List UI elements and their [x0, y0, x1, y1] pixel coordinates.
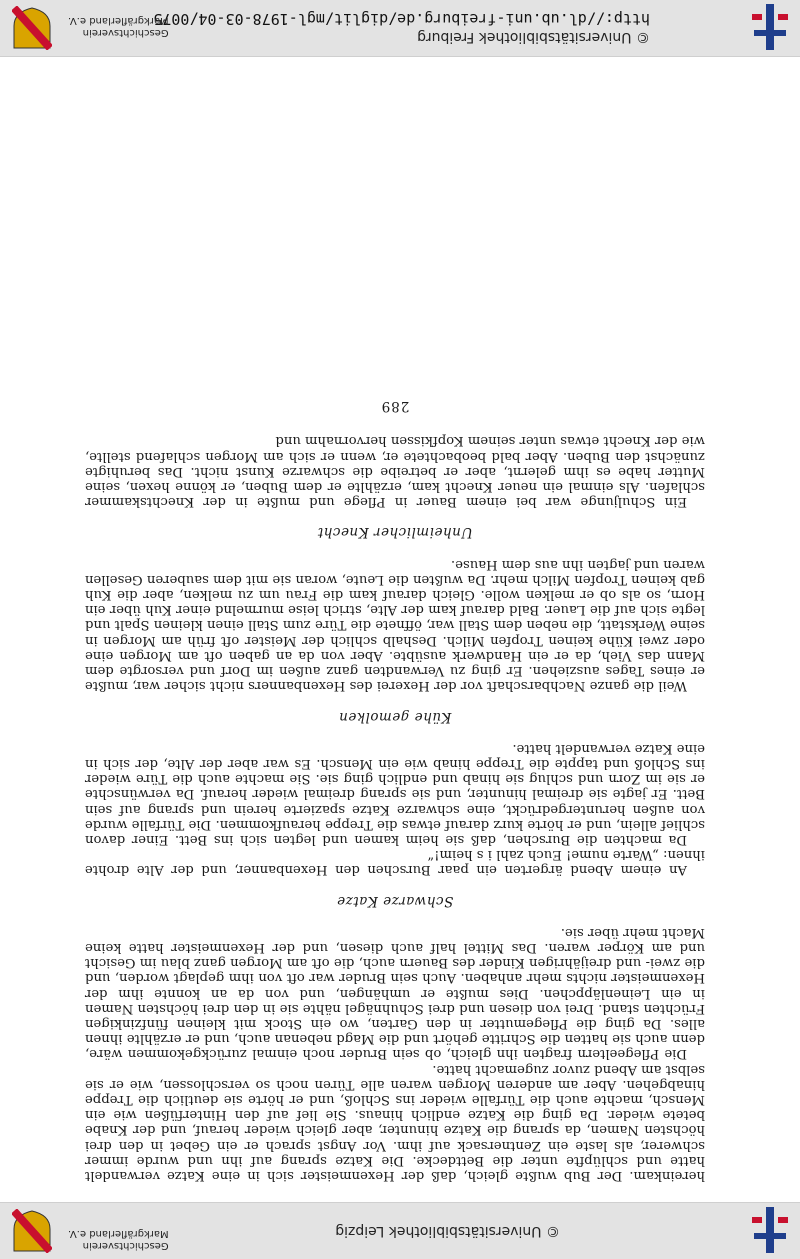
section-heading: Schwarze Katze: [336, 892, 454, 909]
association-line-1: Geschichtsverein: [82, 27, 169, 38]
paragraph: hereinkam. Der Bub wußte gleich, daß der Hexenmeister sich in eine Katze verwandelt hatte und schlüpfte unter die Bettdecke. Die Katze sprang auf ihn und wurde immer schwerer, als laste ein Zentnersack auf ihm. Vor Angst sprach er ein Gebet in den drei höchsten Namen, da sprang die Katze hinunter, aber gleich wieder herauf, und der Knabe betete wieder. Da ging die Katze endlich hinaus. Sie lief auf den Hinterfüßen wie ein Mensch, machte auch die Türfalle wieder ins Schloß, und er hörte sie deutlich die Treppe hinabgehen. Aber am anderen Morgen waren alle Türen noch so verschlossen, wie er sie selbst am Abend zuvor zugemacht hatte.: [85, 1061, 705, 1183]
university-library-logo-icon: [750, 4, 790, 50]
paragraph: An einem Abend ärgerten ein paar Burschen den Hexenbanner, und der Alte drohte ihnen: „Warte nume! Euch zahl i s heim!“: [85, 847, 705, 878]
association-name: [68, 14, 169, 38]
paragraph: Die Pflegeeltern fragten ihn gleich, ob sein Bruder noch einmal zurückgekommen wäre, denn auch sie hatten die Schritte gehört und die Magd nebenan auch, und er erzählte ihnen alles. Da ging die Pflegemutter in den Garten, wo ein Stock mit kleinen fünfzinkigen Früchten stand. Drei von diesen und drei Schuhnägel nähte sie in den drei höchsten Namen in ein Leinenläppchen. Dies mußte er umhängen, und von da an konnte ihm der Hexenmeister nichts mehr anhaben. Auch sein Bruder war oft von ihm geplagt worden, und die zwei- und dreijährigen Kinder des Bauern auch, die oft am Morgen ganz blau im Gesicht und am Körper waren. Das Mittel half auch diesen, und der Hexenmeister hatte keine Macht mehr über sie.: [85, 924, 705, 1062]
section-heading: Unheimlicher Knecht: [317, 524, 473, 541]
paragraph: Da machten die Burschen, daß sie heim kamen und legten sich ins Bett. Einer davon schlief allein, und er hörte kurz darauf etwas die Treppe heraufkommen. Die Türfalle wurde von außen heruntergedrückt, eine schwarze Katze spazierte herein und sprang auf sein Bett. Er jagte sie dreimal hinunter, und sie sprang dreimal wieder herauf. Da verwünschte er sie im Zorn und schlug sie hinab und endlich ging sie. Sie machte auch die Türe wieder ins Schloß und tappte die Treppe hinab wie ein Mensch. Es war aber der Alte, der sich in eine Katze verwandelt hatte.: [85, 740, 705, 847]
library-copyright-text: © Universitätsbibliothek Freiburg: [417, 29, 650, 45]
association-coat-of-arms-icon: [12, 6, 52, 50]
association-name: [68, 1227, 169, 1251]
paragraph: Ein Schuljunge war bei einem Bauer in Pflege und mußte in der Knechtskammer schlafen. Als einmal ein neuer Knecht kam, erzählte er dem Buben, er könne hexen, seine Mutter habe es ihm gelernt, aber er betreibe die schwarze Kunst nicht. Das beruhigte zunächst den Buben. Aber bald beobachtete er, wenn er sich am Morgen schlafend stellte, wie der Knecht etwas unter seinem Kopfkissen hervornahm und: [85, 433, 705, 510]
header-bar: [0, 0, 800, 57]
paragraph: Weil die ganze Nachbarschaft vor der Hexerei des Hexenbanners nicht sicher war, mußte er eines Tages ausziehen. Er ging zu Verwandten ganz außen im Dorf und versorgte dem Mann das Vieh, da er ein Handwerk ausübte. Aber von da an gaben oft am Morgen eine oder zwei Kühe keinen Tropfen Milch. Deshalb schlich der Meister oft früh am Morgen in seine Werkstatt, die neben dem Stall war, öffnete die Türe zum Stall einen kleinen Spalt und legte sich auf die Lauer. Bald darauf kam der Alte, strich leise murmelnd einer Kuh über ein Horn, so als ob er melken wolle. Gleich darauf kam die Frau um zu melken, aber die Kuh gab keinen Tropfen Milch mehr. Da wußten die Leute, woran sie mit dem sauberen Gesellen waren und jagten ihn aus dem Hause.: [85, 556, 705, 694]
section-heading: Kühe gemolken: [338, 708, 452, 725]
library-copyright-text: © Universitätsbibliothek Leipzig: [335, 1223, 560, 1239]
page-number: 289: [380, 398, 410, 415]
association-line-2: Markgräflerland e.V.: [68, 15, 169, 26]
footer-bar: [0, 1202, 800, 1259]
document-page: [85, 398, 705, 1183]
association-line-2: Markgräflerland e.V.: [68, 1228, 169, 1239]
university-library-logo-icon: [750, 1207, 790, 1253]
association-line-1: Geschichtsverein: [82, 1240, 169, 1251]
document-url[interactable]: http://dl.ub.uni-freiburg.de/diglit/mgl-1978-03-04/0075: [153, 10, 650, 28]
footer-text-block: [153, 10, 650, 46]
association-coat-of-arms-icon: [12, 1209, 52, 1253]
